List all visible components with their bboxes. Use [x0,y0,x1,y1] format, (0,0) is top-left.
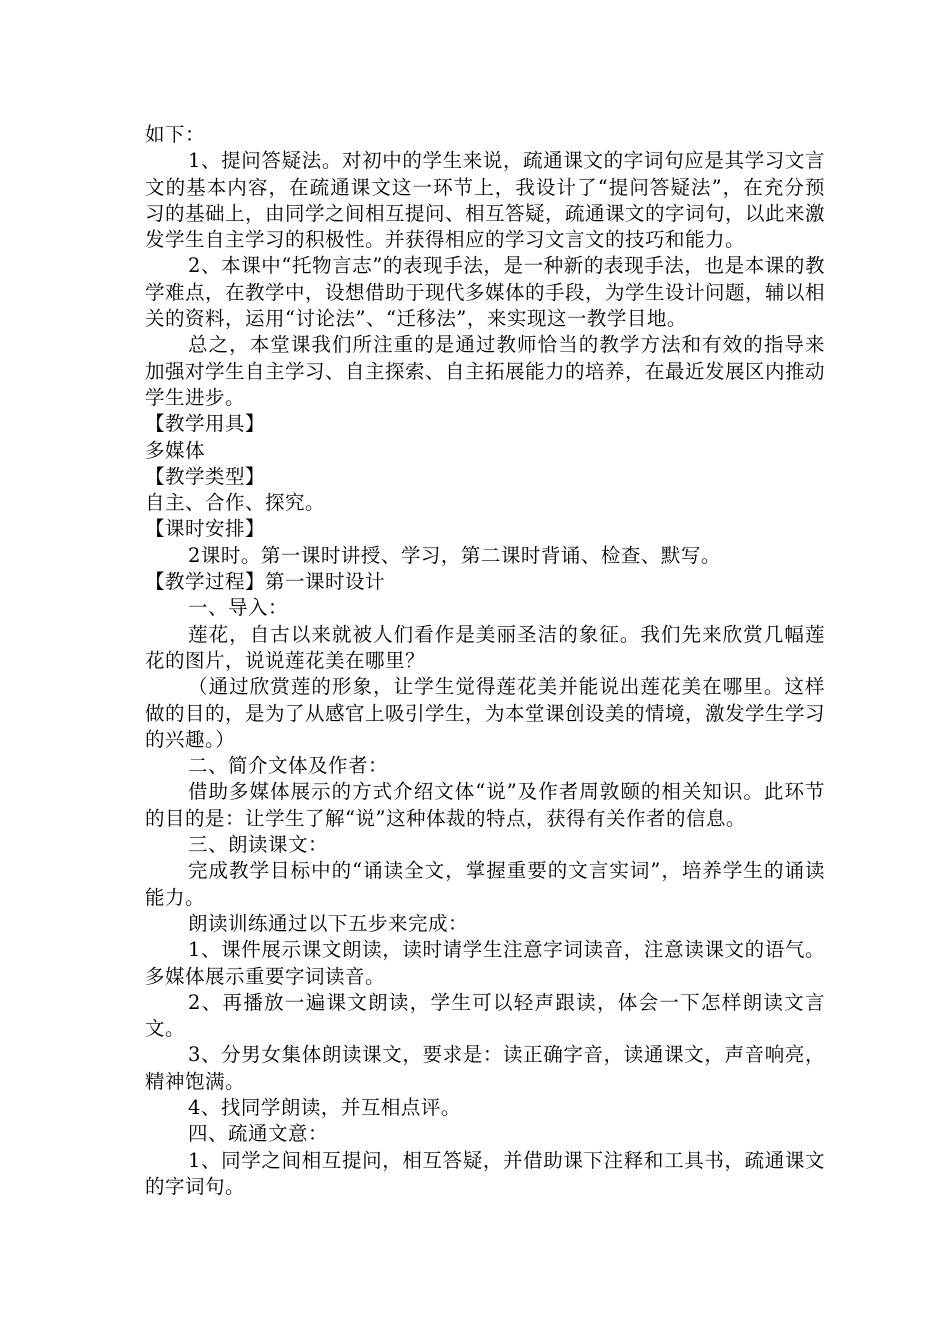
paragraph: 2课时。第一课时讲授、学习，第二课时背诵、检查、默写。 [188,543,721,567]
subsection-heading: 三、朗读课文： [188,833,329,857]
section-heading: 【教学类型】 [145,464,266,488]
paragraph: 莲花，自古以来就被人们看作是美丽圣洁的象征。我们先来欣赏几幅莲花的图片，说说莲花美在哪里？ [145,622,825,672]
subsection-heading: 二、简介文体及作者： [188,754,389,778]
list-item: 4、找同学朗读，并互相点评。 [188,1095,461,1119]
subsection-heading: 一、导入： [188,596,289,620]
paragraph: 2、本课中“托物言志”的表现手法，是一种新的表现手法，也是本课的教学难点，在教学中，设想借助于现代多媒体的手段，为学生设计问题，辅以相关的资料，运用“讨论法”、“迁移法”，来实现这一教学目地。 [145,254,826,331]
list-item: 2、再播放一遍课文朗读，学生可以轻声跟读，体会一下怎样朗读文言文。 [145,990,825,1041]
paragraph: 借助多媒体展示的方式介绍文体“说”及作者周敦颐的相关知识。此环节的目的是：让学生了解“说”这种体裁的特点，获得有关作者的信息。 [145,780,825,830]
paragraph: 朗读训练通过以下五步来完成： [188,911,469,935]
list-item: 1、同学之间相互提问，相互答疑，并借助课下注释和工具书，疏通课文的字词句。 [145,1148,825,1198]
section-heading: 【教学过程】第一课时设计 [145,570,386,594]
paragraph: 1、提问答疑法。对初中的学生来说，疏通课文的字词句应是其学习文言文的基本内容，在疏通课文这一环节上，我设计了“提问答疑法”，在充分预习的基础上，由同学之间相互提问、相互答疑，疏通课文的字词句，以此来激发学生自主学习的积极性。并获得相应的学习文言文的技巧和能力。 [145,149,826,252]
paragraph: 总之，本堂课我们所注重的是通过教师恰当的教学方法和有效的指导来加强对学生自主学习、自主探索、自主拓展能力的培养，在最近发展区内推动学生进步。 [145,333,826,409]
section-heading: 【教学用具】 [145,412,266,436]
document-body [145,122,825,1200]
section-heading: 【课时安排】 [145,517,266,541]
paragraph: 多媒体 [145,438,206,462]
paragraph: 自主、合作、探究。 [145,491,326,515]
paragraph: （通过欣赏莲的形象，让学生觉得莲花美并能说出莲花美在哪里。这样做的目的，是为了从感官上吸引学生，为本堂课创设美的情境，激发学生学习的兴趣。） [145,675,826,751]
list-item: 1、课件展示课文朗读，读时请学生注意字词读音，注意读课文的语气。多媒体展示重要字词读音。 [145,938,825,988]
paragraph: 如下： [145,123,206,146]
paragraph: 完成教学目标中的“诵读全文，掌握重要的文言实词”，培养学生的诵读能力。 [145,859,825,909]
subsection-heading: 四、疏通文意： [188,1122,329,1146]
list-item: 3、分男女集体朗读课文，要求是：读正确字音，读通课文，声音响亮，精神饱满。 [145,1043,825,1093]
